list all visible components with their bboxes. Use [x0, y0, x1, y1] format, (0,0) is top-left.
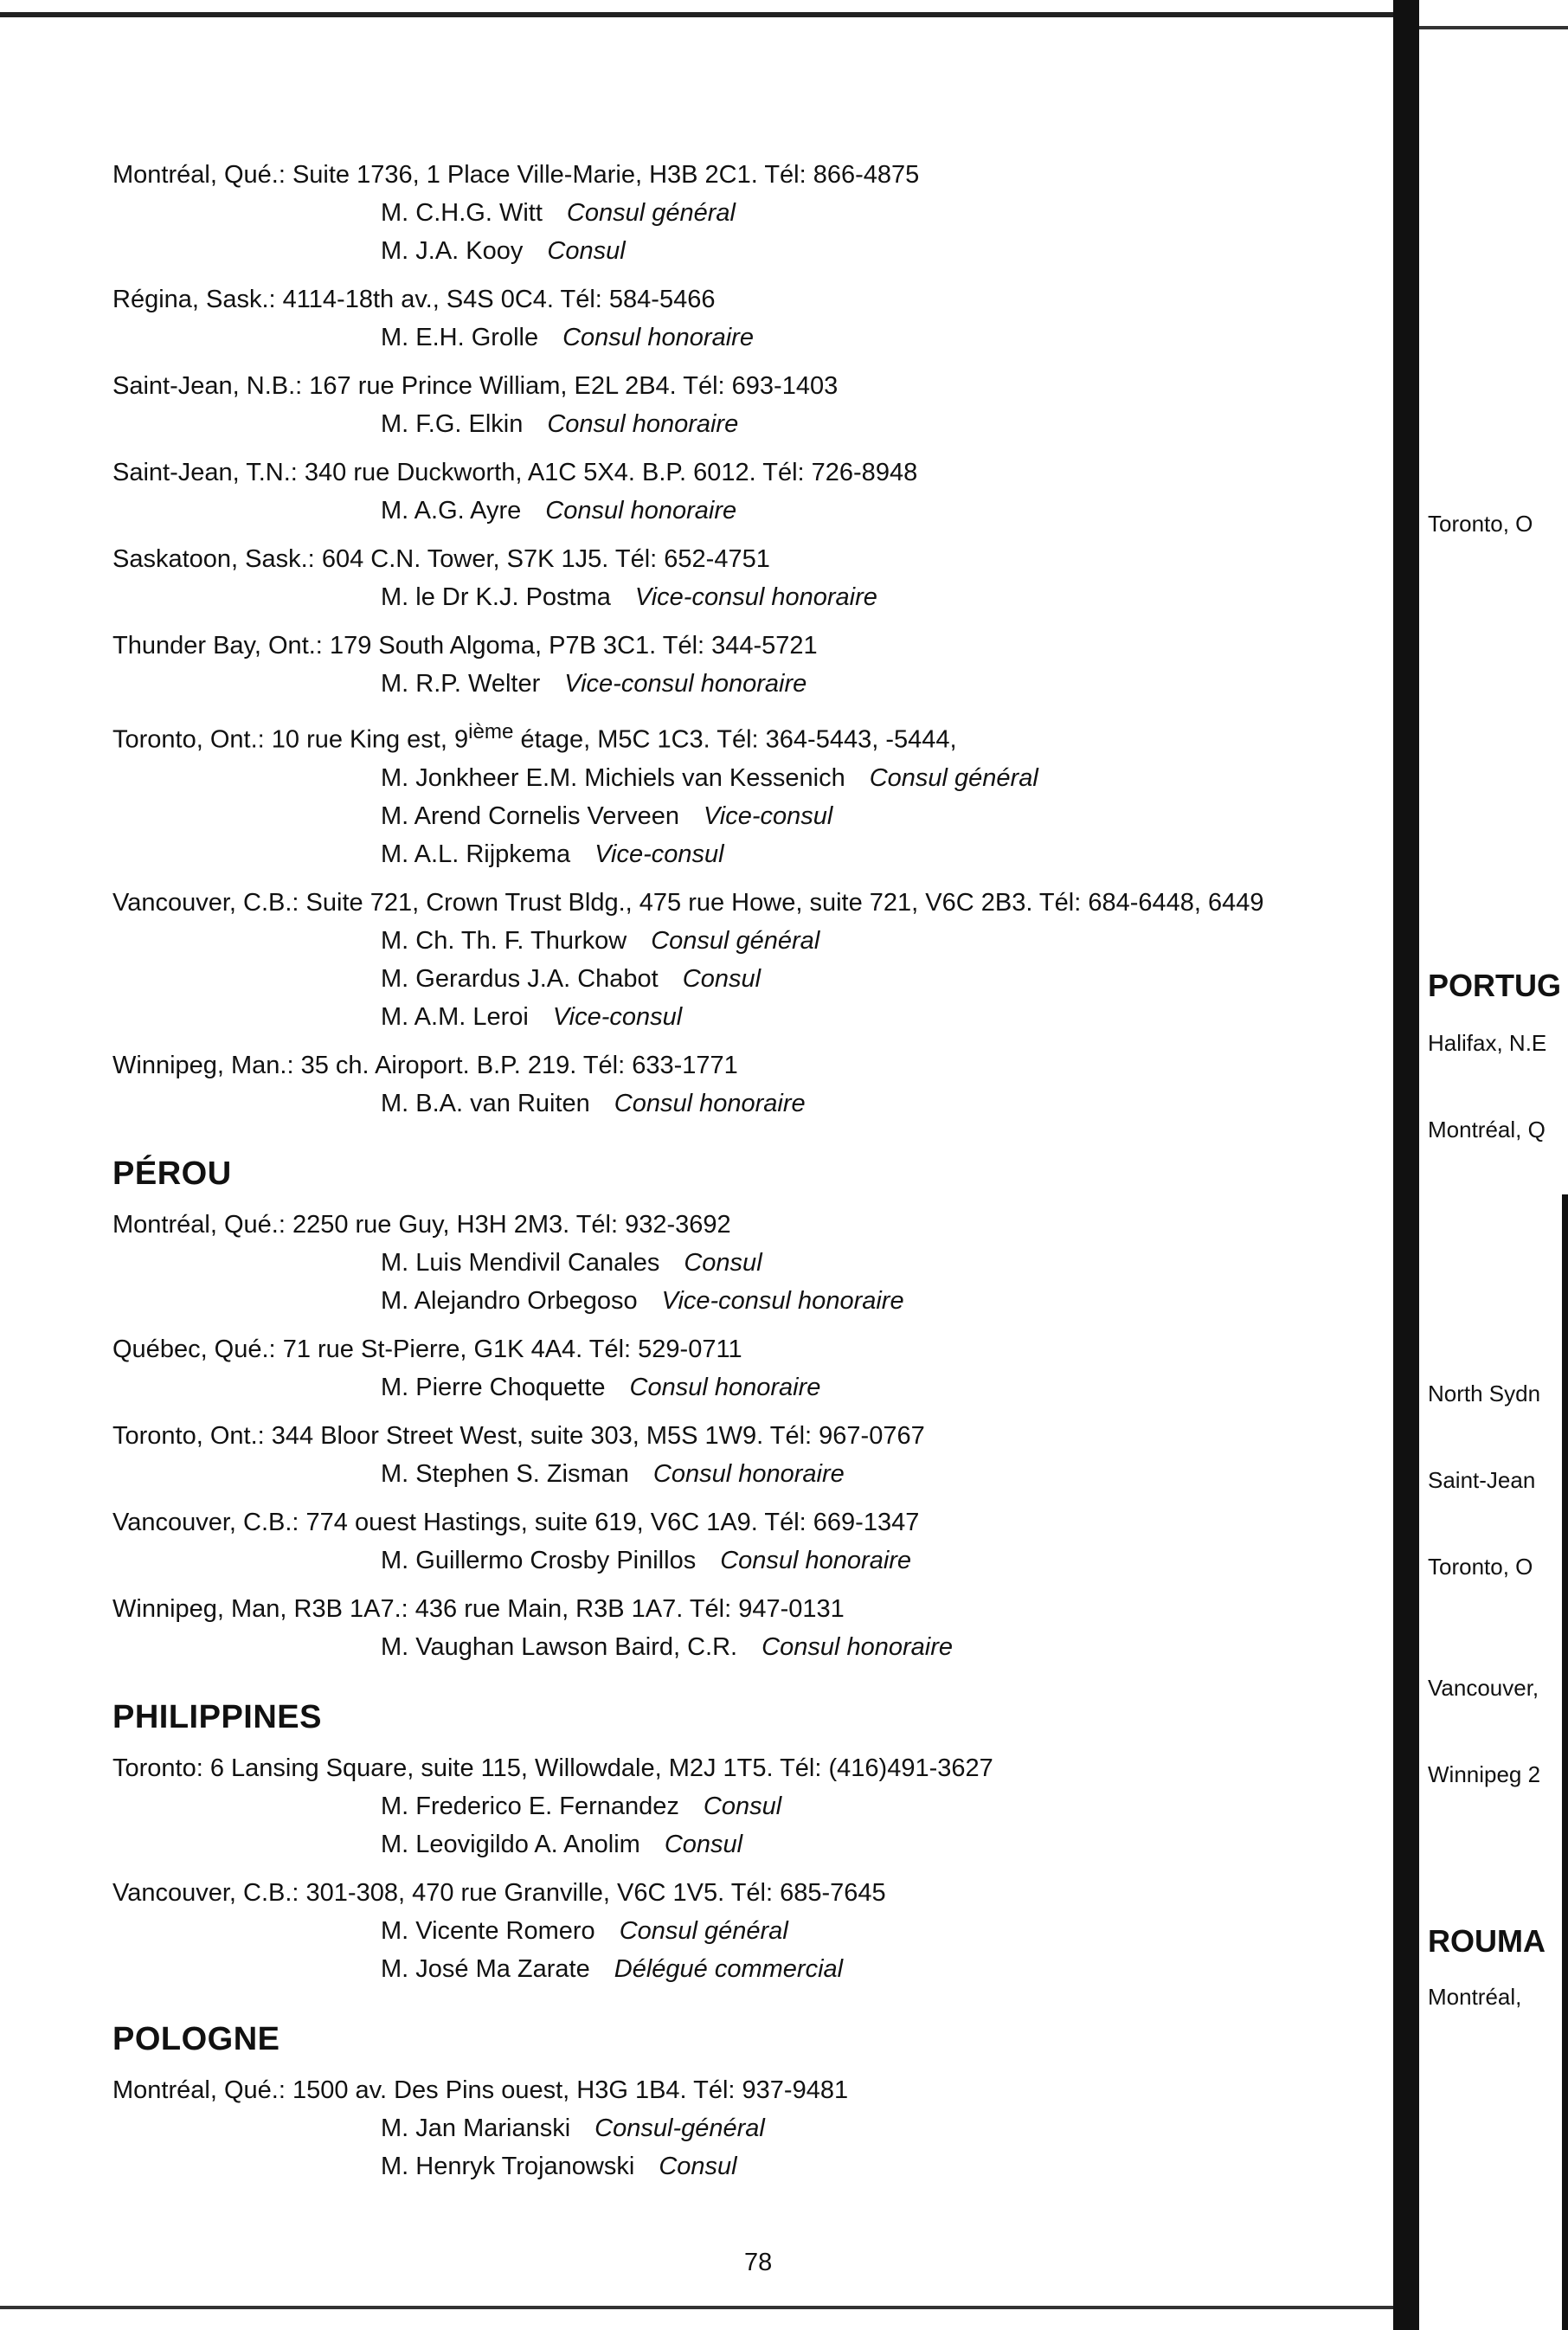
entry-address: Suite 1736, 1 Place Ville-Marie, H3B 2C1. Tél: 866-4875: [292, 161, 920, 189]
person-role: Consul général: [566, 199, 736, 227]
entry-philippines-vancouver: [112, 1874, 1359, 1988]
person-name: M. José Ma Zarate: [381, 1954, 590, 1983]
entry-winnipeg: [112, 1046, 1359, 1123]
person-row: [112, 1950, 1359, 1988]
person-role: Consul honoraire: [562, 324, 754, 351]
person-role: Consul général: [619, 1916, 788, 1945]
entry-pologne-montreal: [112, 2071, 1359, 2185]
right-text-toronto: Toronto, O: [1428, 511, 1533, 537]
person-role: Consul honoraire: [545, 497, 737, 525]
entry-address: 2250 rue Guy, H3H 2M3. Tél: 932-3692: [292, 1210, 731, 1239]
section-heading-perou: PÉROU: [112, 1155, 232, 1192]
person-row: [112, 665, 1359, 703]
person-name: M. R.P. Welter: [381, 670, 541, 698]
person-row: [112, 1085, 1359, 1123]
person-name: M. le Dr K.J. Postma: [381, 583, 611, 611]
entry-address: 6 Lansing Square, suite 115, Willowdale, M2J 1T5. Tél: (416)491-3627: [209, 1754, 993, 1782]
person-name: M. Pierre Choquette: [381, 1373, 606, 1401]
person-name: M. C.H.G. Witt: [381, 199, 543, 227]
person-name: M. Frederico E. Fernandez: [381, 1792, 679, 1820]
entry-address-pre: 10 rue King est, 9: [271, 725, 469, 754]
person-name: M. Ch. Th. F. Thurkow: [381, 926, 627, 955]
person-row: [112, 922, 1359, 960]
entry-city: Toronto:: [112, 1754, 203, 1782]
section-heading-pologne: POLOGNE: [112, 2020, 280, 2057]
person-name: M. E.H. Grolle: [381, 324, 539, 351]
right-text-winnipeg: Winnipeg 2: [1428, 1761, 1541, 1787]
entry-address: 301-308, 470 rue Granville, V6C 1V5. Tél: 685-7645: [305, 1878, 886, 1907]
entry-philippines-toronto: [112, 1749, 1359, 1863]
person-name: M. Leovigildo A. Anolim: [381, 1830, 640, 1858]
right-text-halifax: Halifax, N.E: [1428, 1030, 1547, 1056]
person-name: M. Jonkheer E.M. Michiels van Kessenich: [381, 763, 845, 792]
top-rule: [0, 12, 1393, 17]
person-name: M. Vicente Romero: [381, 1916, 595, 1945]
person-role: Vice-consul honoraire: [634, 583, 877, 611]
entry-address: 35 ch. Airoport. B.P. 219. Tél: 633-1771: [300, 1051, 738, 1079]
entry-montreal: [112, 156, 1359, 270]
person-row: [112, 1455, 1359, 1493]
person-role: Consul général: [651, 926, 820, 955]
person-name: M. Henryk Trojanowski: [381, 2152, 635, 2180]
person-role: Vice-consul honoraire: [661, 1286, 904, 1315]
entry-saint-jean-nb: [112, 367, 1359, 443]
person-row: [112, 1825, 1359, 1863]
entry-address: 340 rue Duckworth, A1C 5X4. B.P. 6012. Tél: 726-8948: [304, 459, 918, 486]
entry-perou-winnipeg: [112, 1590, 1359, 1666]
person-row: [112, 1787, 1359, 1825]
entry-address: Suite 721, Crown Trust Bldg., 475 rue Howe, suite 721, V6C 2B3. Tél: 684-6448, 6449: [305, 888, 1264, 917]
person-role: Vice-consul: [552, 1002, 683, 1031]
person-role: Consul honoraire: [614, 1089, 806, 1117]
right-heading-portugal: PORTUG: [1428, 968, 1562, 1003]
person-name: M. Alejandro Orbegoso: [381, 1286, 638, 1315]
person-name: M. J.A. Kooy: [381, 237, 524, 265]
entry-city: Saint-Jean, N.B.:: [112, 372, 303, 400]
entry-saskatoon: [112, 540, 1359, 616]
entry-perou-quebec: [112, 1330, 1359, 1406]
person-role: Consul honoraire: [547, 410, 739, 438]
person-row: [112, 998, 1359, 1036]
person-row: [112, 578, 1359, 616]
person-role: Consul honoraire: [720, 1546, 912, 1574]
entry-city: Winnipeg, Man, R3B 1A7.:: [112, 1594, 408, 1623]
entry-city: Thunder Bay, Ont.:: [112, 632, 323, 660]
right-text-vancouver: Vancouver,: [1428, 1675, 1539, 1701]
person-row: [112, 1368, 1359, 1406]
page-gutter: [1393, 0, 1419, 2330]
right-text-montreal-2: Montréal,: [1428, 1984, 1522, 2010]
person-role: Vice-consul honoraire: [564, 670, 807, 698]
right-edge-shadow: [1562, 1194, 1568, 2330]
entry-city: Saskatoon, Sask.:: [112, 545, 315, 573]
person-name: M. Stephen S. Zisman: [381, 1459, 629, 1488]
person-name: M. Guillermo Crosby Pinillos: [381, 1546, 697, 1574]
entry-address: 344 Bloor Street West, suite 303, M5S 1W9. Tél: 967-0767: [271, 1421, 925, 1450]
entry-address: 436 rue Main, R3B 1A7. Tél: 947-0131: [414, 1594, 845, 1623]
bottom-rule: [0, 2306, 1393, 2309]
person-row: [112, 1244, 1359, 1282]
entry-city: Montréal, Qué.:: [112, 1210, 286, 1239]
person-name: M. Gerardus J.A. Chabot: [381, 964, 659, 993]
person-role: Consul: [684, 1248, 762, 1277]
person-row: [112, 232, 1359, 270]
person-role: Consul: [682, 964, 762, 993]
person-name: M. A.M. Leroi: [381, 1002, 529, 1031]
entry-city: Winnipeg, Man.:: [112, 1051, 294, 1079]
person-name: M. A.G. Ayre: [381, 497, 522, 525]
person-row: [112, 194, 1359, 232]
right-text-montreal: Montréal, Q: [1428, 1117, 1546, 1142]
entry-address: 774 ouest Hastings, suite 619, V6C 1A9. Tél: 669-1347: [305, 1508, 920, 1536]
section-heading-philippines: PHILIPPINES: [112, 1698, 322, 1735]
entry-toronto: [112, 713, 1359, 873]
person-name: M. Vaughan Lawson Baird, C.R.: [381, 1632, 738, 1661]
person-role: Consul-général: [594, 2114, 765, 2142]
entry-thunder-bay: [112, 627, 1359, 703]
person-row: [112, 2109, 1359, 2147]
person-role: Consul: [547, 237, 626, 265]
entry-perou-montreal: [112, 1206, 1359, 1320]
person-name: M. Luis Mendivil Canales: [381, 1248, 660, 1277]
entry-address: 604 C.N. Tower, S7K 1J5. Tél: 652-4751: [321, 545, 770, 573]
person-role: Consul: [659, 2152, 737, 2180]
person-row: [112, 2147, 1359, 2185]
entry-city: Montréal, Qué.:: [112, 2076, 286, 2104]
person-row: [112, 797, 1359, 835]
entry-address-post: étage, M5C 1C3. Tél: 364-5443, -5444,: [513, 725, 957, 754]
person-row: [112, 759, 1359, 797]
entry-regina: [112, 280, 1359, 357]
page-number: 78: [744, 2249, 773, 2276]
entry-address: 71 rue St-Pierre, G1K 4A4. Tél: 529-0711: [282, 1335, 742, 1363]
right-heading-roumanie: ROUMA: [1428, 1923, 1546, 1959]
entry-address-sup: ième: [468, 720, 514, 743]
person-row: [112, 1628, 1359, 1666]
entry-perou-vancouver: [112, 1503, 1359, 1580]
entry-address: 179 South Algoma, P7B 3C1. Tél: 344-5721: [329, 632, 818, 660]
directory-content: [112, 156, 1359, 2196]
person-role: Délégué commercial: [614, 1954, 844, 1983]
entry-city: Vancouver, C.B.:: [112, 888, 299, 917]
entry-saint-jean-tn: [112, 454, 1359, 530]
entry-vancouver: [112, 884, 1359, 1036]
person-row: [112, 1542, 1359, 1580]
person-row: [112, 835, 1359, 873]
person-name: M. Arend Cornelis Verveen: [381, 801, 679, 830]
person-name: M. A.L. Rijpkema: [381, 840, 571, 868]
person-role: Consul: [703, 1792, 782, 1820]
person-role: Vice-consul: [594, 840, 724, 868]
person-name: M. Jan Marianski: [381, 2114, 571, 2142]
person-row: [112, 1912, 1359, 1950]
person-row: [112, 1282, 1359, 1320]
entry-city: Québec, Qué.:: [112, 1335, 276, 1363]
person-role: Vice-consul: [703, 801, 833, 830]
entry-city: Toronto, Ont.:: [112, 725, 265, 754]
right-text-north-sydney: North Sydn: [1428, 1381, 1541, 1406]
entry-address: 4114-18th av., S4S 0C4. Tél: 584-5466: [282, 286, 716, 313]
person-row: [112, 319, 1359, 357]
entry-city: Vancouver, C.B.:: [112, 1508, 299, 1536]
person-row: [112, 405, 1359, 443]
person-name: M. B.A. van Ruiten: [381, 1089, 590, 1117]
right-page-fragment: [1419, 0, 1568, 2330]
person-role: Consul: [664, 1830, 743, 1858]
entry-address: 167 rue Prince William, E2L 2B4. Tél: 693-1403: [309, 372, 839, 400]
right-top-rule: [1419, 26, 1568, 29]
person-row: [112, 492, 1359, 530]
entry-city: Saint-Jean, T.N.:: [112, 459, 298, 486]
entry-city: Vancouver, C.B.:: [112, 1878, 299, 1907]
person-role: Consul général: [869, 763, 1038, 792]
entry-city: Toronto, Ont.:: [112, 1421, 265, 1450]
person-name: M. F.G. Elkin: [381, 410, 524, 438]
person-row: [112, 960, 1359, 998]
entry-city: Régina, Sask.:: [112, 286, 276, 313]
entry-perou-toronto: [112, 1417, 1359, 1493]
person-role: Consul honoraire: [762, 1632, 953, 1661]
person-role: Consul honoraire: [652, 1459, 845, 1488]
person-role: Consul honoraire: [629, 1373, 821, 1401]
right-text-toronto-2: Toronto, O: [1428, 1554, 1533, 1580]
right-text-saint-jean: Saint-Jean: [1428, 1467, 1536, 1493]
entry-city: Montréal, Qué.:: [112, 161, 286, 189]
entry-address: 1500 av. Des Pins ouest, H3G 1B4. Tél: 937-9481: [292, 2076, 849, 2104]
